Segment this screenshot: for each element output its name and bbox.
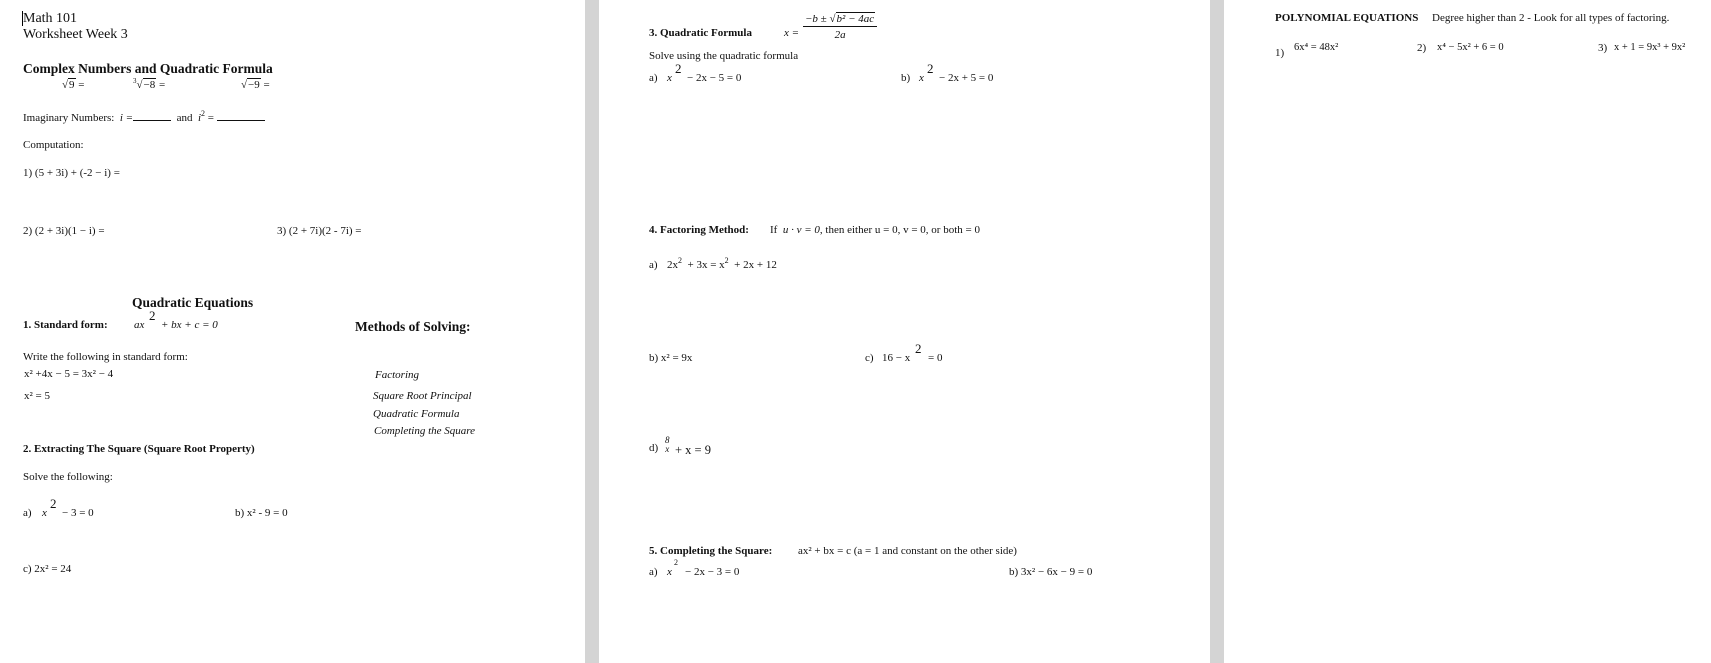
- page-3: [1224, 0, 1711, 663]
- imaginary-numbers-line: Imaginary Numbers: i = and $i^2$ =: [23, 113, 265, 124]
- methods-heading: Methods of Solving:: [355, 319, 471, 334]
- extract-b: b) x² - 9 = 0: [235, 507, 288, 519]
- poly-2-eq: x⁴ − 5x² + 6 = 0: [1437, 42, 1504, 53]
- factoring-method-rule: If u · v = 0, then either u = 0, v = 0, or both = 0: [770, 224, 980, 236]
- poly-3-eq: x + 1 = 9x³ + 9x²: [1614, 42, 1686, 53]
- fm-d-label: d): [649, 442, 659, 454]
- poly-2-label: 2): [1417, 42, 1427, 54]
- polynomial-subtitle: Degree higher than 2 - Look for all types of factoring.: [1432, 12, 1670, 24]
- standard-form-rest: + bx + c = 0: [161, 319, 218, 331]
- fm-d-fraction: 8 x: [665, 435, 670, 454]
- root-item-1: √9 =: [62, 79, 85, 91]
- cs-a-exp: 2: [674, 558, 678, 567]
- fm-d-rest: + x = 9: [675, 443, 711, 457]
- section-title: Complex Numbers and Quadratic Formula: [23, 61, 273, 76]
- extract-a-label: a): [23, 507, 32, 519]
- computation-1: 1) (5 + 3i) + (-2 − i) =: [23, 167, 120, 179]
- qf-a-x: x: [667, 72, 672, 84]
- fm-a-equation: $2x^2 + 3x = x^2 + 2x + 12$: [667, 256, 777, 271]
- cs-a-x: x: [667, 566, 672, 578]
- poly-3-label: 3): [1598, 42, 1608, 54]
- fm-c-eq: 16 − x: [882, 352, 911, 364]
- method-square-root: Square Root Principal: [373, 390, 472, 402]
- computation-2: 2) (2 + 3i)(1 − i) =: [23, 225, 105, 237]
- qf-a-rest: − 2x − 5 = 0: [687, 72, 742, 84]
- poly-1-label: 1): [1275, 47, 1285, 59]
- root-item-3: √−9 =: [241, 79, 270, 91]
- qf-x: x =: [784, 27, 800, 39]
- factoring-method-heading: 4. Factoring Method:: [649, 224, 749, 236]
- qf-b-rest: − 2x + 5 = 0: [939, 72, 994, 84]
- quadratic-formula: $\frac{\text{−b ± √b² − 4ac}}{2a}$: [803, 14, 877, 41]
- fm-c-label: c): [865, 352, 874, 364]
- fm-a-label: a): [649, 259, 658, 271]
- computation-3: 3) (2 + 7i)(2 - 7i) =: [277, 225, 362, 237]
- extract-c: c) 2x² = 24: [23, 563, 72, 575]
- qf-b-label: b): [901, 72, 911, 84]
- extract-a-x: x: [42, 507, 47, 519]
- quadratic-equations-heading: Quadratic Equations: [132, 295, 254, 310]
- worksheet-title: Worksheet Week 3: [23, 27, 128, 42]
- computation-label: Computation:: [23, 139, 84, 151]
- solve-following-label: Solve the following:: [23, 471, 113, 483]
- blank-i2[interactable]: [217, 120, 265, 121]
- page-2: [599, 0, 1210, 663]
- root-item-2: $^3$√−8 =: [133, 77, 166, 91]
- extracting-square-heading: 2. Extracting The Square (Square Root Property): [23, 443, 255, 455]
- standard-eq-2: x² = 5: [24, 390, 51, 402]
- standard-form-label: 1. Standard form:: [23, 319, 108, 331]
- qf-b-exp: 2: [927, 61, 934, 76]
- quadratic-formula-heading: 3. Quadratic Formula: [649, 27, 752, 39]
- cs-a-label: a): [649, 566, 658, 578]
- qf-a-exp: 2: [675, 61, 682, 76]
- poly-1-eq: 6x⁴ = 48x²: [1294, 42, 1339, 53]
- fm-c-exp: 2: [915, 341, 922, 356]
- fm-c-end: = 0: [928, 352, 943, 364]
- qf-instruction: Solve using the quadratic formula: [649, 50, 799, 62]
- polynomial-heading: POLYNOMIAL EQUATIONS: [1275, 12, 1419, 24]
- extract-a-exp: 2: [50, 496, 57, 511]
- page-1: [0, 0, 585, 663]
- completing-square-heading: 5. Completing the Square:: [649, 545, 773, 557]
- method-completing-square: Completing the Square: [374, 425, 476, 437]
- fm-b: b) x² = 9x: [649, 352, 693, 364]
- cs-a-rest: − 2x − 3 = 0: [685, 566, 740, 578]
- blank-i[interactable]: [133, 120, 171, 121]
- standard-eq-1: x² +4x − 5 = 3x² − 4: [24, 368, 114, 380]
- cs-b: b) 3x² − 6x − 9 = 0: [1009, 566, 1093, 578]
- standard-form-exp: 2: [149, 308, 156, 323]
- standard-form-ax: ax: [134, 319, 145, 331]
- course-title: Math 101: [23, 11, 78, 26]
- extract-a-rest: − 3 = 0: [62, 507, 94, 519]
- completing-square-rule: ax² + bx = c (a = 1 and constant on the other side): [798, 545, 1017, 557]
- method-factoring: Factoring: [375, 369, 419, 381]
- qf-a-label: a): [649, 72, 658, 84]
- qf-b-x: x: [919, 72, 924, 84]
- write-standard-form-label: Write the following in standard form:: [23, 351, 188, 363]
- method-quadratic-formula: Quadratic Formula: [373, 408, 460, 420]
